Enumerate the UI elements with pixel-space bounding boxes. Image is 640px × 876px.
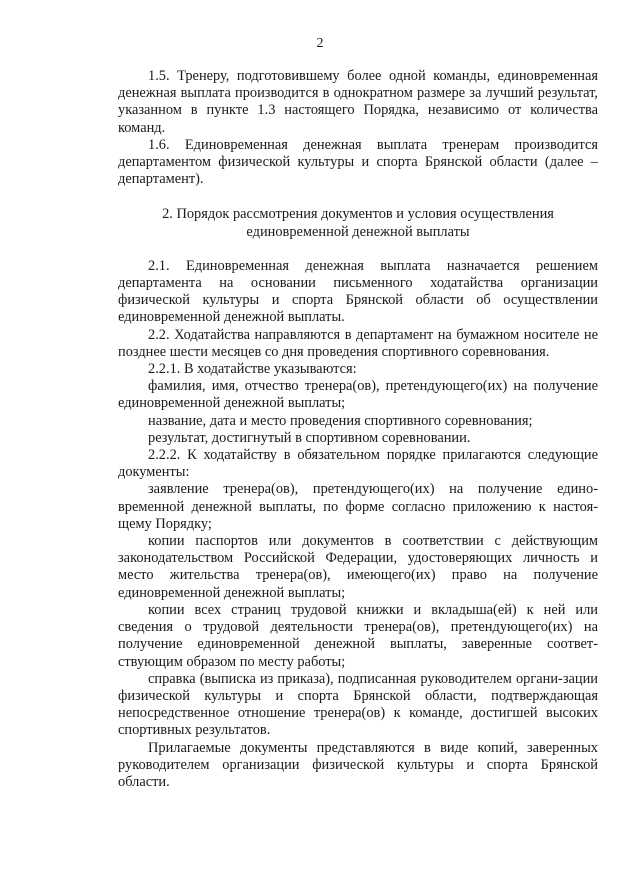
section-heading: 2. Порядок рассмотрения документов и условия осуществления единовременной денежной выплаты [162, 206, 554, 240]
list-item-result: результат, достигнутый в спортивном соревновании. [148, 429, 471, 446]
paragraph-2-2-1: 2.2.1. В ходатайстве указываются: [148, 361, 357, 378]
paragraph-1-6: 1.6. Единовременная денежная выплата тренерам производится департаментом физической культуры и спорта Брянской области (далее – департамент). [118, 136, 598, 188]
list-item-passports: копии паспортов или документов в соответствии с действующим законодательством Российской Федерации, удостоверяющих личность и место жительства тренера(ов), имеющего(их) право на получение единовременной денежной выплаты; [118, 533, 598, 601]
paragraph-2-2-2: 2.2.2. К ходатайству в обязательном порядке прилагаются следующие документы: [118, 447, 598, 481]
paragraph-2-2: 2.2. Ходатайства направляются в департамент на бумажном носителе не позднее шести месяцев со дня проведения спортивного соревнования. [118, 326, 598, 360]
list-item-application: заявление тренера(ов), претендующего(их) на получение едино-временной денежной выплаты, по форме согласно приложению к настоя-щему Порядку; [118, 481, 598, 532]
spacer [118, 188, 598, 206]
spacer [118, 241, 598, 258]
list-item-competition: название, дата и место проведения спортивного соревнования; [148, 412, 533, 429]
list-item-fio: фамилия, имя, отчество тренера(ов), претендующего(их) на получение единовременной денежной выплаты; [118, 378, 598, 412]
paragraph-1-5: 1.5. Тренеру, подготовившему более одной команды, единовременная денежная выплата производится в однократном размере за лучший результат, указанном в пункте 1.3 настоящего Порядка, независимо от количества команд. [118, 68, 598, 136]
paragraph-attached-documents: Прилагаемые документы представляются в виде копий, заверенных руководителем организации физической культуры и спорта Брянской области. [118, 739, 598, 790]
document-body [118, 68, 598, 791]
page-number: 2 [316, 36, 324, 51]
list-item-employment-record: копии всех страниц трудовой книжки и вкладыша(ей) к ней или сведения о трудовой деятельности тренера(ов), претендующего(их) на получение единовременной денежной выплаты, заверенные соответ-ствующим образом по месту работы; [118, 601, 598, 670]
list-item-certificate: справка (выписка из приказа), подписанная руководителем органи-зации физической культуры и спорта Брянской области, подтверждающая непосредственное отношение тренера(ов) к команде, достигшей высоких спортивных результатов. [118, 670, 598, 739]
paragraph-2-1: 2.1. Единовременная денежная выплата назначается решением департамента на основании письменного ходатайства организации физической культуры и спорта Брянской области об осуществлении единовременной денежной выплаты. [118, 257, 598, 326]
